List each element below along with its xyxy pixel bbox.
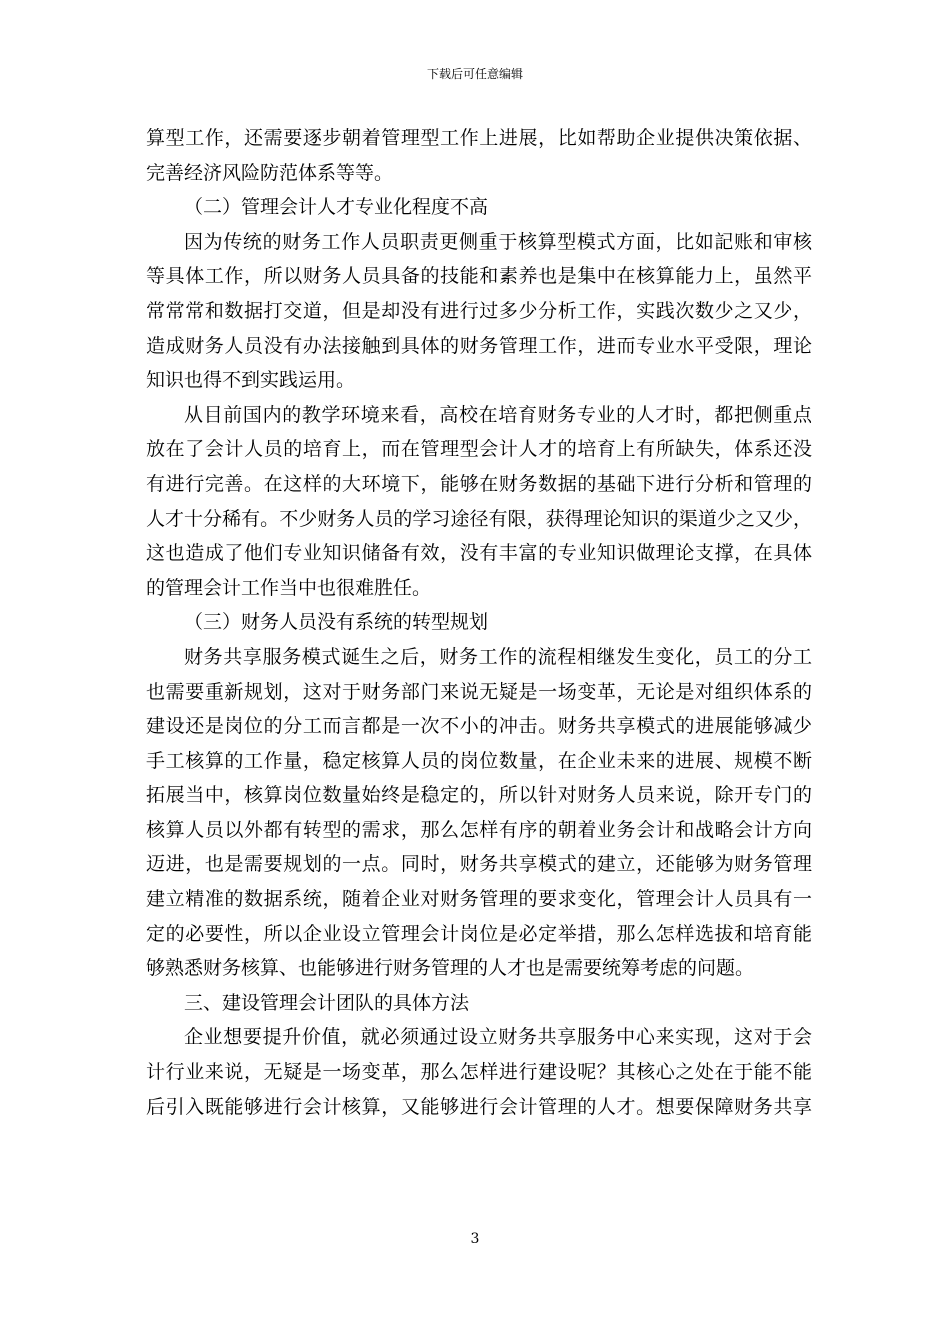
text-line: 算型工作，还需要逐步朝着管理型工作上进展，比如帮助企业提供决策依据、 <box>146 127 812 149</box>
text-line: 知识也得不到实践运用。 <box>146 369 356 392</box>
text-line: 够熟悉财务核算、也能够进行财务管理的人才也是需要统筹考虑的问题。 <box>146 957 755 980</box>
section-heading: （二）管理会计人才专业化程度不高 <box>184 196 489 219</box>
text-line: 也需要重新规划，这对于财务部门来说无疑是一场变革，无论是对组织体系的 <box>146 680 812 703</box>
section-heading: （三）财务人员没有系统的转型规划 <box>184 611 489 634</box>
text-line: 手工核算的工作量，稳定核算人员的岗位数量，在企业未来的进展、规模不断 <box>146 749 812 772</box>
text-line: 拓展当中，核算岗位数量始终是稳定的，所以针对财务人员来说，除开专门的 <box>146 784 812 807</box>
text-line: 这也造成了他们专业知识储备有效，没有丰富的专业知识做理论支撑，在具体 <box>146 542 812 565</box>
text-line: 常常常和数据打交道，但是却没有进行过多少分析工作，实践次数少之又少， <box>146 299 812 322</box>
text-line: 人才十分稀有。不少财务人员的学习途径有限，获得理论知识的渠道少之又少， <box>146 507 812 530</box>
text-line: 定的必要性，所以企业设立管理会计岗位是必定举措，那么怎样选拔和培育能 <box>146 922 812 945</box>
text-line: 计行业来说，无疑是一场变革，那么怎样进行建设呢？其核心之处在于能不能 <box>146 1061 812 1084</box>
text-line: 从目前国内的教学环境来看，高校在培育财务专业的人才时，都把侧重点 <box>184 403 812 426</box>
text-line: 建立精准的数据系统，随着企业对财务管理的要求变化，管理会计人员具有一 <box>146 888 812 911</box>
text-line: 建设还是岗位的分工而言都是一次不小的冲击。财务共享模式的进展能够减少 <box>146 715 812 738</box>
text-line: 的管理会计工作当中也很难胜任。 <box>146 576 432 599</box>
text-line: 因为传统的财务工作人员职责更侧重于核算型模式方面，比如記账和审核 <box>184 230 812 253</box>
text-line: 财务共享服务模式诞生之后，财务工作的流程相继发生变化，员工的分工 <box>184 645 812 668</box>
text-line: 等具体工作，所以财务人员具备的技能和素养也是集中在核算能力上，虽然平 <box>146 265 812 288</box>
text-line: 核算人员以外都有转型的需求，那么怎样有序的朝着业务会计和战略会计方向 <box>146 818 812 841</box>
page-number: 3 <box>470 1231 480 1247</box>
text-line: 造成财务人员没有办法接触到具体的财务管理工作，进而专业水平受限，理论 <box>146 334 812 357</box>
section-heading: 三、建设管理会计团队的具体方法 <box>184 991 470 1014</box>
text-line: 放在了会计人员的培育上，而在管理型会计人才的培育上有所缺失，体系还没 <box>146 438 812 461</box>
text-line: 迈进，也是需要规划的一点。同时，财务共享模式的建立，还能够为财务管理 <box>146 853 812 876</box>
text-line: 有进行完善。在这样的大环境下，能够在财务数据的基础下进行分析和管理的 <box>146 472 812 495</box>
page-header: 下载后可任意编辑 <box>426 67 523 81</box>
text-line: 企业想要提升价值，就必须通过设立财务共享服务中心来实现，这对于会 <box>184 1026 812 1049</box>
document-body <box>146 121 812 1124</box>
text-line: 完善经济风险防范体系等等。 <box>146 161 394 184</box>
text-line: 后引入既能够进行会计核算，又能够进行会计管理的人才。想要保障财务共享 <box>146 1095 812 1118</box>
